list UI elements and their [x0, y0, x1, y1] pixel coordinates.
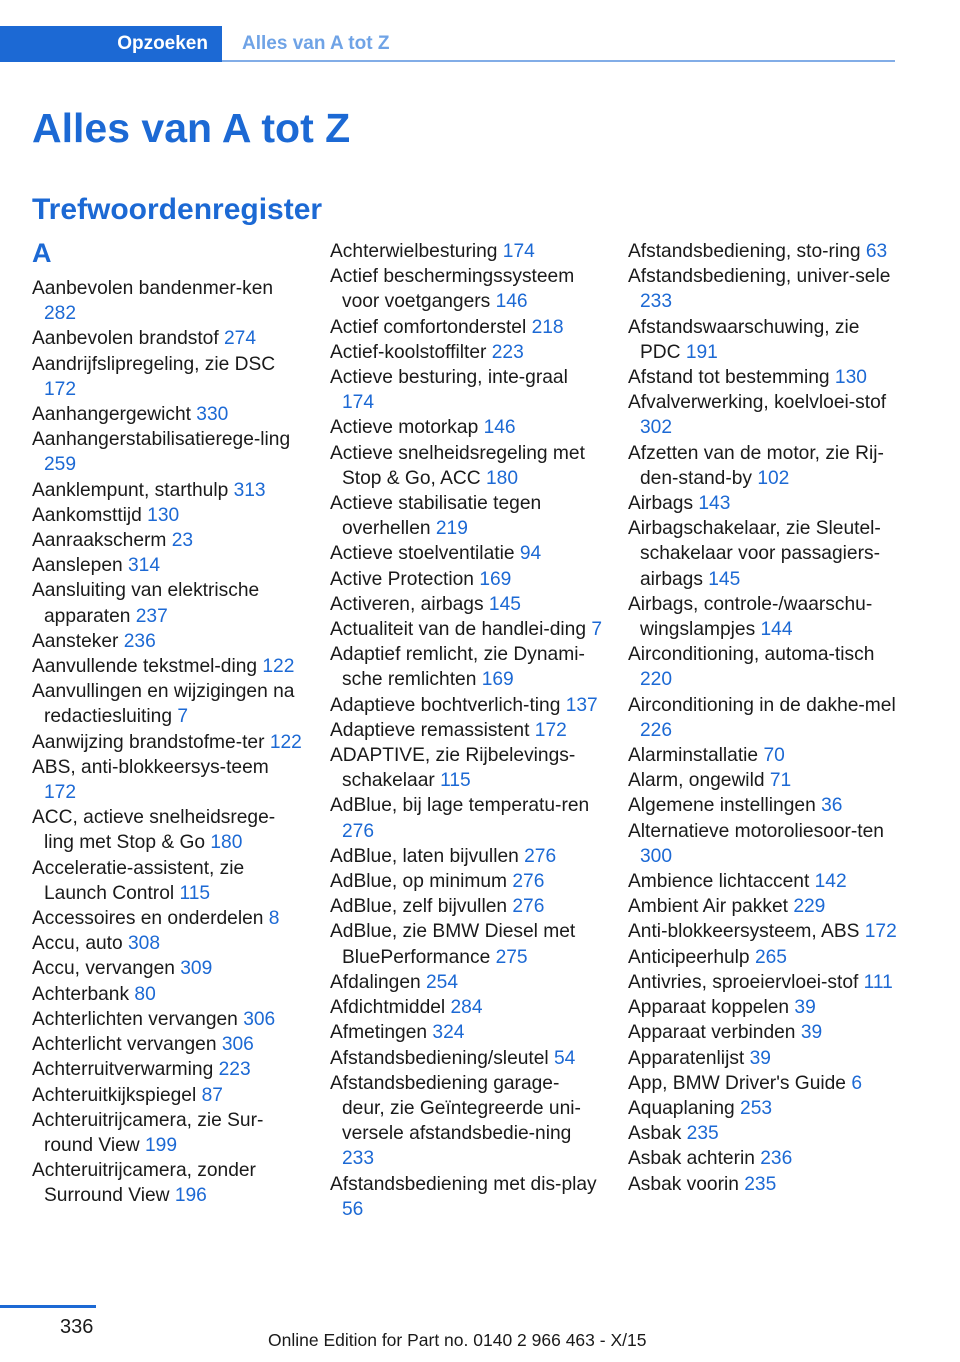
index-entry — [330, 793, 602, 843]
index-page-link[interactable]: 219 — [435, 518, 468, 540]
index-entry-term: Alarminstallatie — [628, 745, 764, 767]
index-entry-term: Airbags, controle-/waarschu-wingslampjes — [628, 593, 873, 641]
index-page-link[interactable]: 39 — [800, 1022, 823, 1044]
index-entry-term: Airbags — [628, 493, 699, 515]
index-page-link[interactable]: 191 — [685, 341, 718, 363]
index-page-link[interactable]: 80 — [134, 983, 156, 1005]
index-entry — [32, 352, 304, 402]
index-entry — [628, 239, 900, 264]
index-entry — [628, 995, 900, 1020]
index-column-3 — [628, 239, 900, 1197]
index-page-link[interactable]: 172 — [534, 719, 567, 741]
index-entry-term: Achteruitrijcamera, zie Sur-round View — [32, 1109, 264, 1156]
index-entry-term: Afstand tot bestemming — [628, 367, 835, 389]
index-page-link[interactable]: 111 — [863, 971, 893, 993]
index-page-link[interactable]: 56 — [342, 1198, 364, 1220]
index-page-link[interactable]: 169 — [481, 669, 514, 691]
index-entry — [32, 956, 304, 981]
index-entry — [628, 768, 900, 793]
index-page-link[interactable]: 8 — [268, 908, 280, 930]
index-page-link[interactable]: 115 — [179, 882, 211, 904]
index-entry-term: Airbagschakelaar, zie Sleutel-schakelaar voor passagiers-airbags — [628, 518, 881, 590]
index-entry-term: Aansteker — [32, 630, 124, 652]
index-page-link[interactable]: 306 — [243, 1008, 276, 1030]
index-entry-term: Adaptieve bochtverlich-ting — [330, 694, 566, 716]
index-entry — [628, 945, 900, 970]
index-page-link[interactable]: 130 — [147, 504, 180, 526]
index-entry-term: Afdichtmiddel — [330, 997, 451, 1019]
index-entry-term: Actieve stabilisatie tegen overhellen — [330, 493, 542, 540]
index-page-link[interactable]: 144 — [760, 619, 793, 641]
index-entry — [330, 491, 602, 541]
index-entry — [32, 276, 304, 326]
index-page-link[interactable]: 172 — [44, 782, 77, 804]
index-page-link[interactable]: 306 — [221, 1034, 254, 1056]
index-entry — [32, 1007, 304, 1032]
index-entry-term: Asbak — [628, 1123, 687, 1145]
index-entry — [330, 264, 602, 314]
index-page-link[interactable]: 235 — [686, 1123, 719, 1145]
index-entry-term: Achterwielbesturing — [330, 241, 503, 262]
index-entry-term: Actief-koolstoffilter — [330, 341, 492, 363]
index-entry — [32, 578, 304, 628]
index-page-link[interactable]: 233 — [640, 291, 673, 313]
index-entry — [330, 693, 602, 718]
index-entry-term: Apparatenlijst — [628, 1047, 750, 1069]
index-entry-term: Actieve besturing, inte-graal — [330, 367, 568, 389]
index-entry — [32, 906, 304, 931]
index-entry-term: Aankomsttijd — [32, 504, 148, 526]
index-entry — [32, 654, 304, 679]
index-page-link[interactable]: 145 — [488, 593, 521, 615]
index-entry — [32, 730, 304, 755]
index-entry — [628, 1146, 900, 1171]
index-page-link[interactable]: 235 — [744, 1173, 777, 1195]
index-entry-term: Achteruitkijkspiegel — [32, 1084, 202, 1106]
index-page-link[interactable]: 130 — [834, 367, 867, 389]
index-entry — [32, 1057, 304, 1082]
index-entry — [32, 629, 304, 654]
index-entry-term: ADAPTIVE, zie Rijbelevings-schakelaar — [330, 745, 576, 792]
index-entry-term: Aanslepen — [32, 555, 129, 577]
index-entry-term: Active Protection — [330, 568, 480, 590]
index-page-link[interactable]: 330 — [196, 404, 229, 426]
index-entry — [628, 390, 900, 440]
index-letter: A — [32, 238, 52, 268]
index-page-link[interactable]: 265 — [754, 946, 787, 968]
index-entry-term: Airconditioning in de dakhe-mel — [628, 694, 896, 716]
index-entry — [628, 264, 900, 314]
index-page-link[interactable]: 70 — [763, 745, 785, 767]
index-entry — [330, 718, 602, 743]
index-entry — [330, 1020, 602, 1045]
index-entry-term: Adaptief remlicht, zie Dynami-sche remlichten — [330, 644, 585, 691]
index-entry-term: Airconditioning, automa-tisch — [628, 644, 875, 666]
index-entry-term: Afdalingen — [330, 971, 427, 993]
index-entry-term: AdBlue, zie BMW Diesel met BluePerformance — [330, 921, 576, 968]
index-entry — [32, 1158, 304, 1208]
index-column-1 — [32, 239, 304, 1209]
index-entry — [330, 1071, 602, 1172]
index-entry-term: Aanraakscherm — [32, 530, 172, 552]
index-entry — [628, 1046, 900, 1071]
index-entry — [32, 553, 304, 578]
index-entry — [628, 1121, 900, 1146]
index-entry — [628, 894, 900, 919]
index-page-link[interactable]: 226 — [640, 719, 673, 741]
index-entry — [330, 592, 602, 617]
index-page-link[interactable]: 180 — [210, 832, 243, 854]
index-entry-term: Alarm, ongewild — [628, 770, 770, 792]
index-entry-term: App, BMW Driver's Guide — [628, 1072, 852, 1094]
index-page-link[interactable]: 39 — [749, 1047, 771, 1069]
index-entry — [330, 617, 602, 642]
index-page-link[interactable]: 229 — [793, 896, 826, 918]
index-entry-term: Actualiteit van de handlei-ding — [330, 619, 592, 641]
index-entry — [628, 1096, 900, 1121]
index-page-link[interactable]: 94 — [519, 543, 542, 565]
index-entry — [330, 239, 602, 264]
index-entry — [32, 528, 304, 553]
section-title: Trefwoordenregister — [32, 193, 323, 226]
index-entry — [330, 567, 602, 592]
index-entry-term: AdBlue, bij lage temperatu-ren — [330, 795, 590, 817]
index-page-link[interactable]: 172 — [864, 921, 897, 943]
index-entry — [330, 340, 602, 365]
index-entry-term: Anti-blokkeersysteem, ABS — [628, 921, 865, 943]
index-entry — [628, 693, 900, 743]
index-entry — [628, 592, 900, 642]
index-page-link[interactable]: 172 — [44, 378, 77, 400]
tab-opzoeken[interactable]: Opzoeken — [0, 26, 222, 62]
index-entry-term: Accu, auto — [32, 933, 128, 955]
index-entry — [32, 326, 304, 351]
index-entry-term: Asbak voorin — [628, 1173, 745, 1195]
index-entry-term: Acceleratie-assistent, zie Launch Control — [32, 857, 245, 904]
index-page-link[interactable]: 87 — [201, 1084, 223, 1106]
index-column-2 — [330, 239, 602, 1222]
index-page-link[interactable]: 314 — [128, 555, 161, 577]
index-entry-term: AdBlue, op minimum — [330, 871, 513, 893]
index-entry-term: Actieve snelheidsregeling met Stop & Go, ACC — [330, 442, 585, 489]
index-page-link[interactable]: 254 — [426, 971, 459, 993]
index-entry-term: Achterruitverwarming — [32, 1059, 219, 1081]
index-page-link[interactable]: 223 — [491, 341, 524, 363]
index-page-link[interactable]: 169 — [479, 568, 512, 590]
header-divider — [222, 60, 895, 62]
index-entry-term: AdBlue, laten bijvullen — [330, 845, 525, 867]
index-entry — [330, 743, 602, 793]
index-page-link[interactable]: 54 — [554, 1047, 576, 1069]
index-page-link[interactable]: 115 — [440, 770, 471, 792]
index-page-link[interactable]: 196 — [174, 1185, 207, 1207]
index-page-link[interactable]: 145 — [708, 568, 741, 590]
index-entry — [330, 869, 602, 894]
index-page-link[interactable]: 7 — [177, 706, 188, 728]
index-entry — [330, 365, 602, 415]
index-page-link[interactable]: 276 — [512, 871, 545, 893]
index-entry-term: Aquaplaning — [628, 1097, 741, 1119]
index-entry-term: Aanvullende tekstmel-ding — [32, 656, 263, 678]
index-page-link[interactable]: 302 — [640, 417, 673, 439]
index-entry-term: AdBlue, zelf bijvullen — [330, 896, 513, 918]
index-entry — [330, 1172, 602, 1222]
index-page-link[interactable]: 223 — [218, 1059, 251, 1081]
index-entry — [32, 503, 304, 528]
index-page-link[interactable]: 274 — [224, 328, 257, 350]
index-entry-term: Afstandswaarschuwing, zie PDC — [628, 316, 860, 363]
index-page-link[interactable]: 102 — [757, 467, 790, 489]
index-entry — [628, 365, 900, 390]
index-entry — [330, 894, 602, 919]
index-page-link[interactable]: 275 — [495, 946, 528, 968]
index-entry-term: Apparaat koppelen — [628, 997, 795, 1019]
index-entry — [628, 516, 900, 592]
index-entry — [32, 755, 304, 805]
index-entry-term: Aanklempunt, starthulp — [32, 479, 234, 501]
index-entry — [628, 441, 900, 491]
index-page-link[interactable]: 174 — [502, 241, 535, 262]
index-entry — [32, 402, 304, 427]
index-entry-term: Adaptieve remassistent — [330, 719, 535, 741]
index-entry — [32, 805, 304, 855]
index-entry — [628, 642, 900, 692]
index-entry-term: Afstandsbediening, sto-ring — [628, 241, 866, 262]
index-entry-term: Apparaat verbinden — [628, 1022, 801, 1044]
index-entry — [32, 427, 304, 477]
index-page-link[interactable]: 137 — [565, 694, 598, 716]
index-entry — [628, 919, 900, 944]
header-bar — [0, 26, 895, 62]
index-page-link[interactable]: 218 — [531, 316, 564, 338]
index-entry — [32, 679, 304, 729]
index-entry — [330, 970, 602, 995]
index-entry — [628, 491, 900, 516]
index-entry-term: Antivries, sproeiervloei-stof — [628, 971, 864, 993]
index-page-link[interactable]: 146 — [483, 417, 516, 439]
index-entry-term: Asbak achterin — [628, 1148, 761, 1170]
index-entry-term: Ambience lichtaccent — [628, 871, 815, 893]
index-page-link[interactable]: 63 — [865, 241, 888, 262]
index-page-link[interactable]: 276 — [342, 820, 375, 842]
index-entry-term: Actief comfortonderstel — [330, 316, 532, 338]
index-page-link[interactable]: 259 — [44, 454, 77, 476]
index-page-link[interactable]: 236 — [123, 630, 156, 652]
index-entry-term: Afstandsbediening, univer-sele — [628, 266, 891, 288]
index-entry-term: Anticipeerhulp — [628, 946, 755, 968]
index-entry-term: Alternatieve motoroliesoor-ten — [628, 820, 884, 842]
index-entry-term: Accu, vervangen — [32, 958, 181, 980]
index-entry — [330, 541, 602, 566]
index-page-link[interactable]: 36 — [821, 795, 843, 817]
index-entry-term: Aandrijfslipregeling, zie DSC — [32, 353, 276, 375]
index-page-link[interactable]: 237 — [135, 605, 168, 627]
index-entry — [32, 1108, 304, 1158]
index-page-link[interactable]: 180 — [485, 467, 518, 489]
index-entry-term: Achterbank — [32, 983, 135, 1005]
index-page-link[interactable]: 143 — [698, 493, 731, 515]
index-page-link[interactable]: 23 — [171, 530, 194, 552]
index-page-link[interactable]: 142 — [814, 871, 847, 893]
index-page-link[interactable]: 236 — [760, 1148, 793, 1170]
page-title: Alles van A tot Z — [32, 105, 351, 151]
index-entry-term: Achterlichten vervangen — [32, 1008, 244, 1030]
index-entry — [32, 931, 304, 956]
index-entry-term: Afstandsbediening met dis-play — [330, 1173, 597, 1195]
index-entry — [628, 793, 900, 818]
index-page-link[interactable]: 300 — [640, 845, 673, 867]
index-entry-term: Accessoires en onderdelen — [32, 908, 269, 930]
index-entry-term: Aanbevolen brandstof — [32, 328, 225, 350]
index-entry — [330, 315, 602, 340]
index-entry — [32, 1083, 304, 1108]
index-page-link[interactable]: 6 — [851, 1072, 862, 1094]
index-page-link[interactable]: 313 — [233, 479, 266, 501]
index-entry — [628, 315, 900, 365]
index-entry — [628, 819, 900, 869]
index-entry — [330, 1046, 602, 1071]
page-number-bar — [0, 1305, 96, 1308]
index-entry — [32, 856, 304, 906]
index-entry-term: Actieve motorkap — [330, 417, 484, 439]
index-entry — [32, 1032, 304, 1057]
index-page-link[interactable]: 220 — [640, 669, 673, 691]
index-entry — [330, 642, 602, 692]
index-entry — [628, 970, 900, 995]
index-entry — [628, 1172, 900, 1197]
index-entry — [32, 982, 304, 1007]
index-entry — [330, 919, 602, 969]
index-page-link[interactable]: 253 — [740, 1097, 773, 1119]
index-entry — [628, 869, 900, 894]
index-page-link[interactable]: 324 — [432, 1022, 465, 1044]
index-entry — [330, 995, 602, 1020]
index-entry-term: Algemene instellingen — [628, 795, 822, 817]
index-page-link[interactable]: 146 — [495, 291, 528, 313]
index-entry — [330, 415, 602, 440]
index-entry-term: Achteruitrijcamera, zonder Surround View — [32, 1160, 256, 1207]
index-page-link[interactable]: 276 — [512, 896, 545, 918]
index-entry-term: Aanbevolen bandenmer-ken — [32, 278, 274, 299]
index-entry — [32, 478, 304, 503]
index-page-link[interactable]: 233 — [342, 1148, 375, 1170]
index-page-link[interactable]: 122 — [269, 731, 302, 753]
index-entry — [628, 1020, 900, 1045]
index-page-link[interactable]: 174 — [342, 392, 375, 414]
index-entry-term: Afstandsbediening/sleutel — [330, 1047, 555, 1069]
index-entry-term: Aanvullingen en wijzigingen na redactiesluiting — [32, 681, 295, 728]
index-page-link[interactable]: 284 — [450, 997, 483, 1019]
index-entry-term: Achterlicht vervangen — [32, 1034, 222, 1056]
index-page-link[interactable]: 309 — [180, 958, 213, 980]
footer-edition: Online Edition for Part no. 0140 2 966 463 - X/15 — [268, 1330, 647, 1350]
index-entry — [628, 1071, 900, 1096]
index-entry-term: Aansluiting van elektrische apparaten — [32, 580, 260, 627]
index-entry-term: Afvalverwerking, koelvloei-stof — [628, 392, 887, 414]
page-number: 336 — [60, 1316, 94, 1338]
index-entry — [628, 743, 900, 768]
index-page-link[interactable]: 199 — [144, 1134, 177, 1156]
index-page-link[interactable]: 122 — [262, 656, 295, 678]
breadcrumb[interactable]: Alles van A tot Z — [242, 33, 390, 54]
index-entry — [330, 844, 602, 869]
index-entry-term: ACC, actieve snelheidsrege-ling met Stop & Go — [32, 807, 276, 854]
index-page-link[interactable]: 7 — [591, 619, 603, 641]
index-entry-term: Ambient Air pakket — [628, 896, 794, 918]
index-entry-term: ABS, anti-blokkeersys-teem — [32, 756, 269, 778]
index-entry-term: Aanhangergewicht — [32, 404, 197, 426]
index-entry-term: Aanhangerstabilisatierege-ling — [32, 429, 291, 451]
index-entry-term: Actief beschermingssysteem voor voetgangers — [330, 266, 575, 313]
index-page-link[interactable]: 308 — [128, 933, 161, 955]
index-entry-term: Afmetingen — [330, 1022, 433, 1044]
index-entry-term: Aanwijzing brandstofme-ter — [32, 731, 270, 753]
index-entry-term: Afzetten van de motor, zie Rij-den-stand-by — [628, 442, 884, 489]
index-page-link[interactable]: 282 — [44, 303, 77, 325]
index-entry — [330, 441, 602, 491]
index-entry-term: Afstandsbediening garage-deur, zie Geïntegreerde uni-versele afstandsbedie-ning — [330, 1072, 581, 1145]
index-page-link[interactable]: 39 — [794, 997, 816, 1019]
index-entry-term: Actieve stoelventilatie — [330, 543, 520, 565]
index-page-link[interactable]: 71 — [769, 770, 792, 792]
index-entry-term: Activeren, airbags — [330, 593, 489, 615]
index-page-link[interactable]: 276 — [524, 845, 557, 867]
